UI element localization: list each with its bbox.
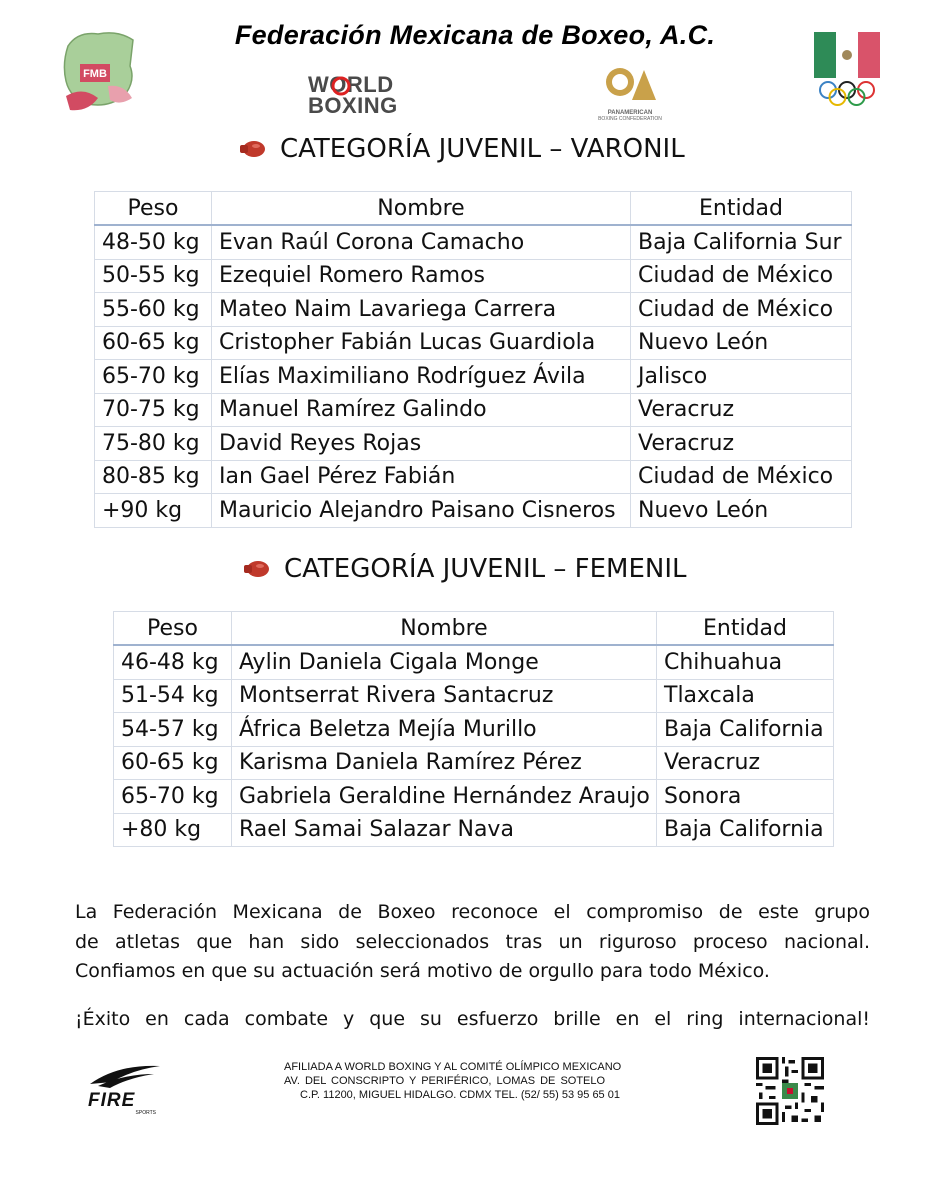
fire-logo-text: FIRE [88,1090,136,1111]
boxing-glove-icon [242,559,270,579]
table-row [95,460,852,494]
weight-cell: 70-75 kg [95,393,212,427]
table-row [114,746,834,780]
weight-cell: 80-85 kg [95,460,212,494]
name-cell: Mauricio Alejandro Paisano Cisneros [212,494,631,528]
weight-cell: 75-80 kg [95,427,212,461]
state-cell: Nuevo León [631,326,852,360]
mexico-flag-icon [814,32,880,78]
paragraph-line: La Federación Mexicana de Boxeo reconoce el compromiso de este grupo [75,901,870,923]
state-cell: Jalisco [631,360,852,394]
boxing-glove-icon [238,139,266,159]
table-row [95,360,852,394]
weight-cell: 65-70 kg [95,360,212,394]
name-cell: Mateo Naim Lavariega Carrera [212,293,631,327]
fmb-logo-text: FMB [83,68,107,80]
state-cell: Veracruz [631,427,852,461]
state-cell: Ciudad de México [631,460,852,494]
column-header-nombre: Nombre [212,192,631,226]
name-cell: África Beletza Mejía Murillo [232,713,657,747]
federation-title: Federación Mexicana de Boxeo, A.C. [234,20,716,50]
table-row [95,494,852,528]
recognition-paragraph [75,898,870,987]
weight-cell: 60-65 kg [114,746,232,780]
table-row [114,780,834,814]
column-header-peso: Peso [114,612,232,646]
state-cell: Baja California [657,713,834,747]
name-cell: Ian Gael Pérez Fabián [212,460,631,494]
olympic-rings-icon [818,80,876,106]
name-cell: Elías Maximiliano Rodríguez Ávila [212,360,631,394]
femenil-table [113,611,834,847]
table-row [95,393,852,427]
panamerican-label: PANAMERICAN [607,110,653,116]
weight-cell: 54-57 kg [114,713,232,747]
table-row [95,225,852,259]
closing-message: ¡Éxito en cada combate y que su esfuerzo brille en el ring internacional! [75,1008,870,1030]
fire-sports-logo [88,1062,162,1116]
section-title-text: CATEGORÍA JUVENIL – FEMENIL [284,554,687,584]
world-boxing-line-2: BOXING [308,93,398,118]
section-title-femenil [242,554,687,584]
footer-line: C.P. 11200, MIGUEL HIDALGO. CDMX TEL. (52/ 55) 53 95 65 01 [300,1089,620,1101]
table-row [114,679,834,713]
table-row [95,326,852,360]
panamerican-logo [598,62,662,122]
world-boxing-accent-icon [330,76,352,96]
qr-code-icon [756,1057,824,1125]
fmb-logo [58,26,140,116]
name-cell: Cristopher Fabián Lucas Guardiola [212,326,631,360]
panamerican-sublabel: BOXING CONFEDERATION [598,116,662,122]
name-cell: Karisma Daniela Ramírez Pérez [232,746,657,780]
state-cell: Ciudad de México [631,259,852,293]
table-header-row [95,192,852,226]
weight-cell: 51-54 kg [114,679,232,713]
state-cell: Ciudad de México [631,293,852,327]
varonil-table [94,191,852,528]
footer-line: AV. DEL CONSCRIPTO Y PERIFÉRICO, LOMAS DE SOTELO [284,1075,606,1087]
name-cell: Ezequiel Romero Ramos [212,259,631,293]
name-cell: Rael Samai Salazar Nava [232,813,657,847]
footer-address [270,1060,650,1102]
state-cell: Tlaxcala [657,679,834,713]
table-row [114,813,834,847]
state-cell: Nuevo León [631,494,852,528]
state-cell: Veracruz [657,746,834,780]
name-cell: Aylin Daniela Cigala Monge [232,645,657,679]
state-cell: Sonora [657,780,834,814]
section-title-varonil [238,134,685,164]
column-header-entidad: Entidad [657,612,834,646]
paragraph-line: Confiamos en que su actuación será motivo de orgullo para todo México. [75,960,770,982]
name-cell: Montserrat Rivera Santacruz [232,679,657,713]
name-cell: David Reyes Rojas [212,427,631,461]
name-cell: Manuel Ramírez Galindo [212,393,631,427]
weight-cell: +90 kg [95,494,212,528]
column-header-nombre: Nombre [232,612,657,646]
column-header-entidad: Entidad [631,192,852,226]
name-cell: Gabriela Geraldine Hernández Araujo [232,780,657,814]
name-cell: Evan Raúl Corona Camacho [212,225,631,259]
table-header-row [114,612,834,646]
table-row [114,713,834,747]
table-row [95,259,852,293]
weight-cell: 50-55 kg [95,259,212,293]
world-boxing-line-1: WORLD [308,72,394,97]
weight-cell: 60-65 kg [95,326,212,360]
column-header-peso: Peso [95,192,212,226]
fire-swoosh-icon [88,1062,162,1088]
table-row [95,427,852,461]
sports-logo-text: SPORTS [135,1110,156,1116]
weight-cell: 65-70 kg [114,780,232,814]
weight-cell: +80 kg [114,813,232,847]
weight-cell: 46-48 kg [114,645,232,679]
world-boxing-logo [300,70,440,118]
footer-line: AFILIADA A WORLD BOXING Y AL COMITÉ OLÍMPICO MEXICANO [284,1061,622,1073]
state-cell: Baja California [657,813,834,847]
state-cell: Baja California Sur [631,225,852,259]
state-cell: Veracruz [631,393,852,427]
panamerican-emblem-icon [598,62,662,106]
weight-cell: 48-50 kg [95,225,212,259]
weight-cell: 55-60 kg [95,293,212,327]
table-row [95,293,852,327]
section-title-text: CATEGORÍA JUVENIL – VARONIL [280,134,685,164]
state-cell: Chihuahua [657,645,834,679]
table-row [114,645,834,679]
paragraph-line: de atletas que han sido seleccionados tras un riguroso proceso nacional. [75,930,870,953]
